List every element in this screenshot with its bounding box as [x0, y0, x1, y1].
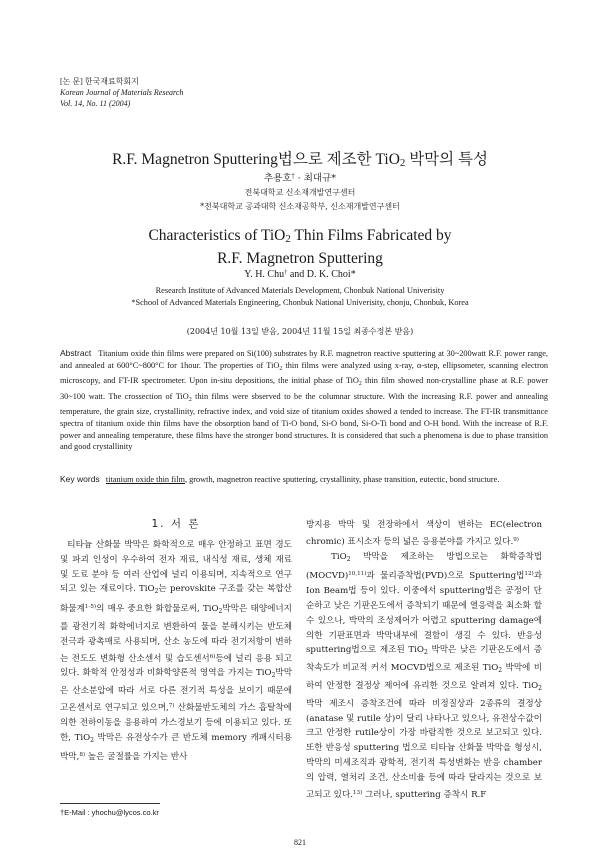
journal-type-line: [논 문] 한국재료학회지	[60, 77, 139, 86]
page-number: 821	[294, 838, 306, 847]
footnote-rule	[60, 803, 160, 804]
footnote-email: †E-Mail : yhochu@lycos.co.kr	[60, 808, 159, 817]
keywords-label: Key words	[60, 474, 100, 484]
right-column	[306, 518, 542, 802]
left-column	[60, 538, 292, 765]
english-authors: Y. H. Chu† and D. K. Choi*	[244, 269, 356, 280]
received-dates: (2004년 10월 13일 받음, 2004년 11월 15일 최종수정본 받음)	[186, 327, 414, 336]
journal-header	[60, 76, 183, 109]
keywords: Key words titanium oxide thin film, growth, magnetron reactive sputtering, crystallinity, phase transition, eutectic, bond structure.	[60, 474, 500, 484]
abstract: Abstract Titanium oxide thin films were prepared on Si(100) substrates by R.F. magnetron reactive sputtering at 30~200watt R.F. power range, and annealed at 600°C~800°C for 1hour. The properties of TiO$_2$ thin films were analyzed using x-ray, α-step, ellipsometer, scanning electron microscopy, and FT-IR spectrometer. Upon in-situ depositions, the initial phase of TiO$_2$ thin film showed non-crystalline phase at R.F. power 30~100 watt. The crossection of TiO$_2$ thin films were sbserved to be the columnar structure. With the increasing R.F. power and annealing temperature, the grain size, crystallinity, refractive index, and void size of titanium oxides showed a tended to increase. The FT-IR transmittance spectra of titanium oxide thin films have the obsorption band of Ti-O bond, Si-O bond, Si-O-Ti bond and O-H bond. With the increase of R.F. power and annealing temperature, these films have the stronger bond structures. It is considered that such a phenomena is due to phase transition and good crystallinity	[60, 348, 549, 452]
korean-affiliations: 전북대학교 신소재개발연구센터 *전북대학교 공과대학 신소재공학부, 신소재개발연구센터	[200, 188, 400, 211]
journal-volume-line: Vol. 14, No. 11 (2004)	[60, 99, 131, 108]
korean-authors: 추용호† · 최대규*	[264, 173, 336, 184]
english-title: Characteristics of TiO$_2$ Thin Films Fabricated by R.F. Magnetron Sputtering	[148, 227, 452, 267]
korean-title: R.F. Magnetron Sputtering법으로 제조한 TiO$_2$ 박막의 특성	[112, 151, 488, 169]
section-title-introduction: 1. 서 론	[151, 518, 201, 530]
english-affiliations: Research Institute of Advanced Materials Development, Chonbuk National Univerisity *School of Advanced Materials Engineering, Chonbuk National Univerisity, chonju, Chonbuk, Korea	[131, 286, 469, 307]
right-paragraph-2: TiO$_2$ 박막을 제조하는 방법으로는 화학증착법(MOCVD)$^{10,11)}$과 물리증착법(PVD)으로 Sputtering법$^{12)}$과 Ion Beam법 등이 있다. 이중에서 sputtering법은 공정이 단순하고 낮은 기판온도에서 증착되기 때문에 열응력을 최소화 할 수 있으나, 박막의 조성제어가 어렵고 sputtering damage에 의한 기판표면과 박막내부에 결함이 생길 수 있다. 반응성 sputtering법으로 제조된 TiO$_2$ 박막은 낮은 기판온도에서 증착속도가 비교적 커서 MOCVD법으로 제조된 TiO$_2$ 박막에 비하여 안정한 결정상 제어에 유리한 것으로 알려져 있다. TiO$_2$ 박막 제조시 증착조건에 따라 비정질상과 2종류의 결정상(anatase 및 rutile 상)이 달리 나타나고 있으나, 유전상수값이 크고 안정한 rutile상이 가장 바람직한 것으로 보고되고 있다. 또한 반응성 sputtering 법으로 티타늄 산화물 박막을 형성시, 박막의 미세조직과 광학적, 전기적 특성변화는 반응 chamber의 압력, 열처리 조건, 산소비율 등에 따라 달라지는 것으로 보고되고 있다.$^{13)}$ 그러나, sputtering 증착시 R.F	[306, 551, 542, 800]
intro-paragraph-1: 티타늄 산화물 박막은 화학적으로 매우 안정하고 표면 경도 및 파괴 인성이 우수하여 전자 재료, 내식성 재료, 생체 재료 및 도료 분야 등 여러 산업에 널리 이용되며, 지속적으로 연구되고 있는 재료이다. TiO$_2$는 perovskite 구조를 갖는 복합산화물계$^{1-5)}$의 매우 중요한 화합물로써, TiO$_2$박막은 태양에너지를 광전기적 화학에너지로 변환하여 물을 분해시키는 반도체 전극과 광촉매로 사용되며, 산소 농도에 따라 전기저항이 변하는 전도도 변화형 산소센서 및 습도센서$^{6)}$등에 널리 응용 되고있다. 화학적 안정성과 비화학양론적 영역을 가지는 TiO$_2$박막은 산소분압에 따라 서로 다른 전기적 특성을 보이기 때문에 고온센서로 연구되고 있으며,$^{7)}$ 산화물반도체의 가스 흡탈착에 의한 전하이동을 응용하여 가스경보기 등에 이용되고 있다. 또한, TiO$_2$ 박막은 유전상수가 큰 반도체 memory 캐패시터용 박막,$^{8)}$ 높은 굴절률을 가지는 반사	[60, 540, 293, 763]
abstract-label: Abstract	[60, 348, 92, 358]
right-paragraph-1: 방지용 박막 및 전장하에서 색상이 변하는 EC(electron chromic) 표시소자 등의 넓은 응용분야를 가지고 있다.$^{9)}$	[306, 520, 542, 547]
journal-name-line: Korean Journal of Materials Research	[60, 88, 184, 97]
